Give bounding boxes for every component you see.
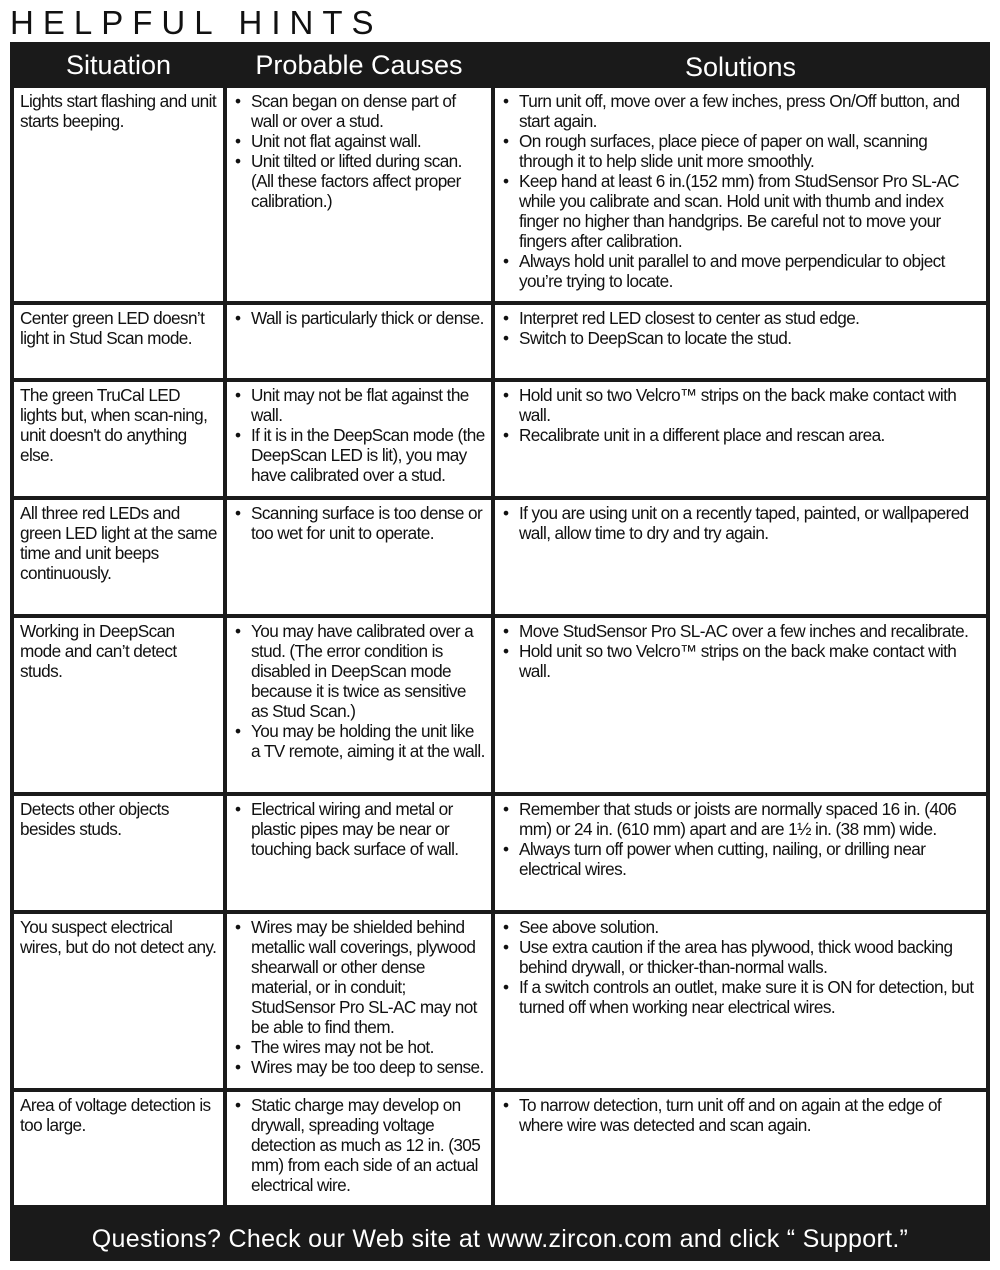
- causes-cell: [227, 796, 491, 910]
- solution-item: • Switch to DeepScan to locate the stud.: [501, 328, 980, 348]
- causes-cell: [227, 914, 491, 1088]
- cause-item: • Unit not flat against wall.: [233, 131, 485, 151]
- solutions-list: [501, 799, 980, 879]
- solution-item: • Move StudSensor Pro SL-AC over a few inches and recalibrate.: [501, 621, 980, 641]
- hints-table-frame: [10, 42, 990, 1261]
- causes-list: [233, 621, 485, 761]
- solutions-cell: [495, 1092, 986, 1205]
- solutions-list: [501, 1095, 980, 1135]
- solutions-list: [501, 385, 980, 445]
- solutions-list: [501, 917, 980, 1017]
- solution-item: • Always hold unit parallel to and move perpendicular to object you’re trying to locate.: [501, 251, 980, 291]
- situation-cell: The green TruCal LED lights but, when scan-ning, unit doesn't do anything else.: [14, 382, 223, 496]
- causes-list: [233, 799, 485, 859]
- causes-list: [233, 503, 485, 543]
- table-row: [14, 382, 986, 496]
- hints-table: [10, 42, 990, 1209]
- cause-item: • Electrical wiring and metal or plastic pipes may be near or touching back surface of wall.: [233, 799, 485, 859]
- causes-list: [233, 1095, 485, 1195]
- solution-item: • On rough surfaces, place piece of paper on wall, scanning through it to help slide unit more smoothly.: [501, 131, 980, 171]
- header-situation: Situation: [14, 46, 223, 84]
- solution-item: • Hold unit so two Velcro™ strips on the back make contact with wall.: [501, 641, 980, 681]
- solutions-cell: [495, 500, 986, 614]
- cause-item: • Wall is particularly thick or dense.: [233, 308, 485, 328]
- solutions-cell: [495, 796, 986, 910]
- table-row: [14, 914, 986, 1088]
- situation-cell: You suspect electrical wires, but do not detect any.: [14, 914, 223, 1088]
- situation-cell: Area of voltage detection is too large.: [14, 1092, 223, 1205]
- situation-cell: Center green LED doesn’t light in Stud Scan mode.: [14, 305, 223, 378]
- solution-item: • Interpret red LED closest to center as stud edge.: [501, 308, 980, 328]
- causes-list: [233, 91, 485, 211]
- solution-item: • Remember that studs or joists are normally spaced 16 in. (406 mm) or 24 in. (610 mm) apart and are 1½ in. (38 mm) wide.: [501, 799, 980, 839]
- table-row: [14, 618, 986, 792]
- cause-item: • You may have calibrated over a stud. (The error condition is disabled in DeepScan mode because it is twice as sensitive as Stud Scan.): [233, 621, 485, 721]
- solutions-list: [501, 308, 980, 348]
- solution-item: • Hold unit so two Velcro™ strips on the back make contact with wall.: [501, 385, 980, 425]
- solution-item: • If a switch controls an outlet, make sure it is ON for detection, but turned off when working near electrical wires.: [501, 977, 980, 1017]
- cause-item: • Static charge may develop on drywall, spreading voltage detection as much as 12 in. (305 mm) from each side of an actual electrical wire.: [233, 1095, 485, 1195]
- situation-cell: Working in DeepScan mode and can’t detect studs.: [14, 618, 223, 792]
- solution-item: • Always turn off power when cutting, nailing, or drilling near electrical wires.: [501, 839, 980, 879]
- solutions-cell: [495, 618, 986, 792]
- solution-item: • If you are using unit on a recently taped, painted, or wallpapered wall, allow time to dry and try again.: [501, 503, 980, 543]
- table-row: [14, 500, 986, 614]
- header-solutions: Solutions: [495, 46, 986, 84]
- solution-item: • Use extra caution if the area has plywood, thick wood backing behind drywall, or thicker-than-normal walls.: [501, 937, 980, 977]
- page-title: HELPFUL HINTS: [10, 4, 383, 41]
- solutions-cell: [495, 382, 986, 496]
- cause-item: • Wires may be too deep to sense.: [233, 1057, 485, 1077]
- solution-item: • See above solution.: [501, 917, 980, 937]
- situation-cell: All three red LEDs and green LED light at the same time and unit beeps continuously.: [14, 500, 223, 614]
- table-body: [14, 88, 986, 1205]
- table-row: [14, 305, 986, 378]
- header-row: [14, 46, 986, 84]
- solution-item: • Turn unit off, move over a few inches, press On/Off button, and start again.: [501, 91, 980, 131]
- cause-item: • The wires may not be hot.: [233, 1037, 485, 1057]
- support-footer: Questions? Check our Web site at www.zircon.com and click “ Support.”: [91, 1225, 909, 1253]
- solutions-cell: [495, 305, 986, 378]
- cause-item: • Unit may not be flat against the wall.: [233, 385, 485, 425]
- causes-cell: [227, 1092, 491, 1205]
- cause-item: • Unit tilted or lifted during scan. (All these factors affect proper calibration.): [233, 151, 485, 211]
- causes-cell: [227, 382, 491, 496]
- situation-cell: Detects other objects besides studs.: [14, 796, 223, 910]
- cause-item: • Wires may be shielded behind metallic wall coverings, plywood shearwall or other dense material, or in conduit; StudSensor Pro SL-AC may not be able to find them.: [233, 917, 485, 1037]
- table-row: [14, 1092, 986, 1205]
- cause-item: • You may be holding the unit like a TV remote, aiming it at the wall.: [233, 721, 485, 761]
- solution-item: • To narrow detection, turn unit off and on again at the edge of where wire was detected and scan again.: [501, 1095, 980, 1135]
- solution-item: • Keep hand at least 6 in.(152 mm) from StudSensor Pro SL-AC while you calibrate and scan. Hold unit with thumb and index finger no higher than handgrips. Be careful not to move your fingers after calibration.: [501, 171, 980, 251]
- solutions-cell: [495, 914, 986, 1088]
- cause-item: • If it is in the DeepScan mode (the DeepScan LED is lit), you may have calibrated over a stud.: [233, 425, 485, 485]
- table-row: [14, 88, 986, 301]
- causes-list: [233, 385, 485, 485]
- table-row: [14, 796, 986, 910]
- causes-cell: [227, 88, 491, 301]
- cause-item: • Scan began on dense part of wall or over a stud.: [233, 91, 485, 131]
- solutions-list: [501, 621, 980, 681]
- cause-item: • Scanning surface is too dense or too wet for unit to operate.: [233, 503, 485, 543]
- header-probable-causes: Probable Causes: [227, 46, 491, 84]
- solution-item: • Recalibrate unit in a different place and rescan area.: [501, 425, 980, 445]
- causes-cell: [227, 618, 491, 792]
- causes-cell: [227, 500, 491, 614]
- solutions-list: [501, 91, 980, 291]
- situation-cell: Lights start flashing and unit starts beeping.: [14, 88, 223, 301]
- solutions-cell: [495, 88, 986, 301]
- solutions-list: [501, 503, 980, 543]
- causes-list: [233, 917, 485, 1077]
- causes-list: [233, 308, 485, 328]
- causes-cell: [227, 305, 491, 378]
